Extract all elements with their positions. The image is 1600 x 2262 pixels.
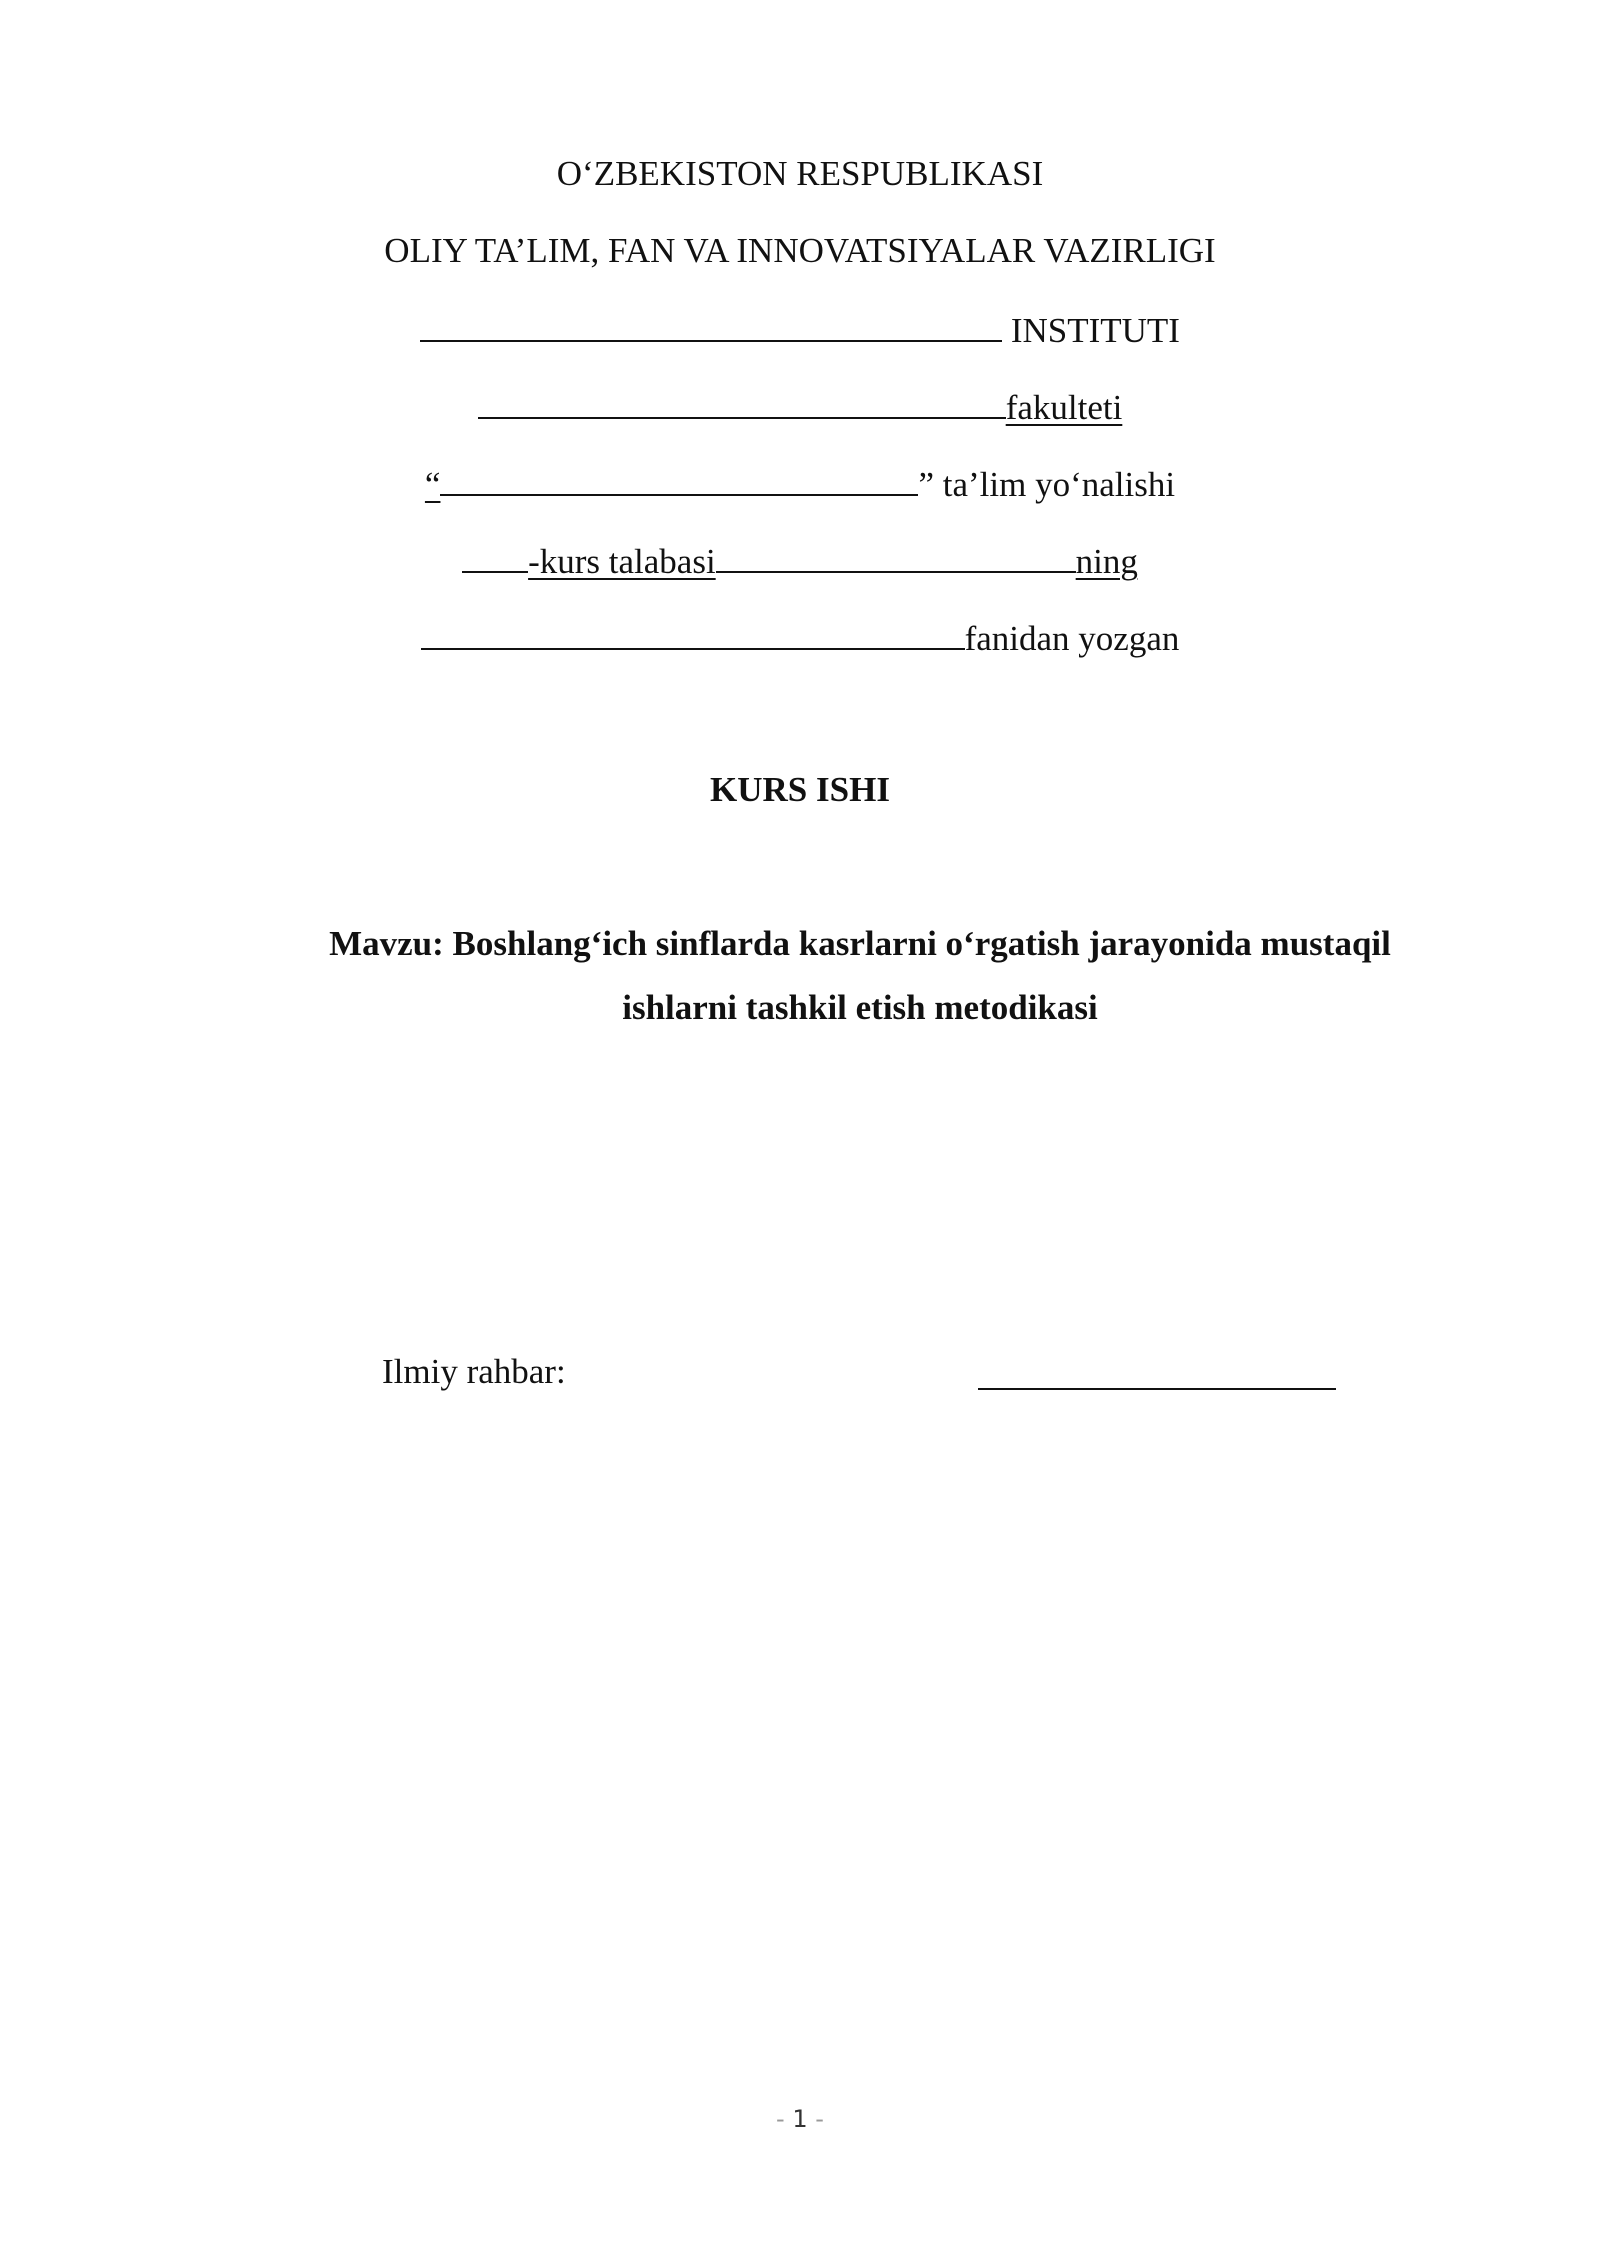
subject-line <box>0 614 1600 661</box>
republic-line <box>0 152 1600 196</box>
topic-paragraph: Mavzu: Boshlang‘ich sinflarda kasrlarni o‘rgatish jarayonida mustaqil ishlarni tashkil etish metodikasi <box>329 924 1391 1027</box>
advisor-signature-blank <box>978 1352 1336 1390</box>
direction-name-blank <box>440 460 918 496</box>
faculty-suffix: fakulteti <box>1005 388 1123 427</box>
document-title <box>0 768 1600 812</box>
title-text: KURS ISHI <box>710 770 890 809</box>
subject-suffix: fanidan yozgan <box>964 619 1180 658</box>
direction-open-quote: “ <box>424 465 441 504</box>
student-name-blank <box>716 537 1076 573</box>
direction-line <box>0 460 1600 507</box>
republic-text: O‘ZBEKISTON RESPUBLIKASI <box>556 154 1044 193</box>
institute-name-blank <box>420 306 1002 342</box>
faculty-name-blank <box>478 383 1006 419</box>
subject-name-blank <box>421 614 965 650</box>
ministry-line <box>0 229 1600 273</box>
advisor-label: Ilmiy rahbar: <box>382 1352 566 1391</box>
page-number: 1 <box>792 2105 808 2133</box>
institute-suffix: INSTITUTI <box>1010 311 1180 350</box>
institute-line <box>0 306 1600 353</box>
student-suffix: ning <box>1075 542 1138 581</box>
faculty-line <box>0 383 1600 430</box>
footer-right-dash: - <box>815 2105 824 2133</box>
direction-suffix: ” ta’lim yo‘nalishi <box>918 465 1176 504</box>
student-prefix: -kurs talabasi <box>528 542 716 581</box>
footer-left-dash: - <box>776 2105 785 2133</box>
page-footer <box>0 2105 1600 2133</box>
student-line <box>0 537 1600 584</box>
course-number-blank <box>462 537 528 573</box>
ministry-text: OLIY TA’LIM, FAN VA INNOVATSIYALAR VAZIRLIGI <box>384 231 1216 270</box>
